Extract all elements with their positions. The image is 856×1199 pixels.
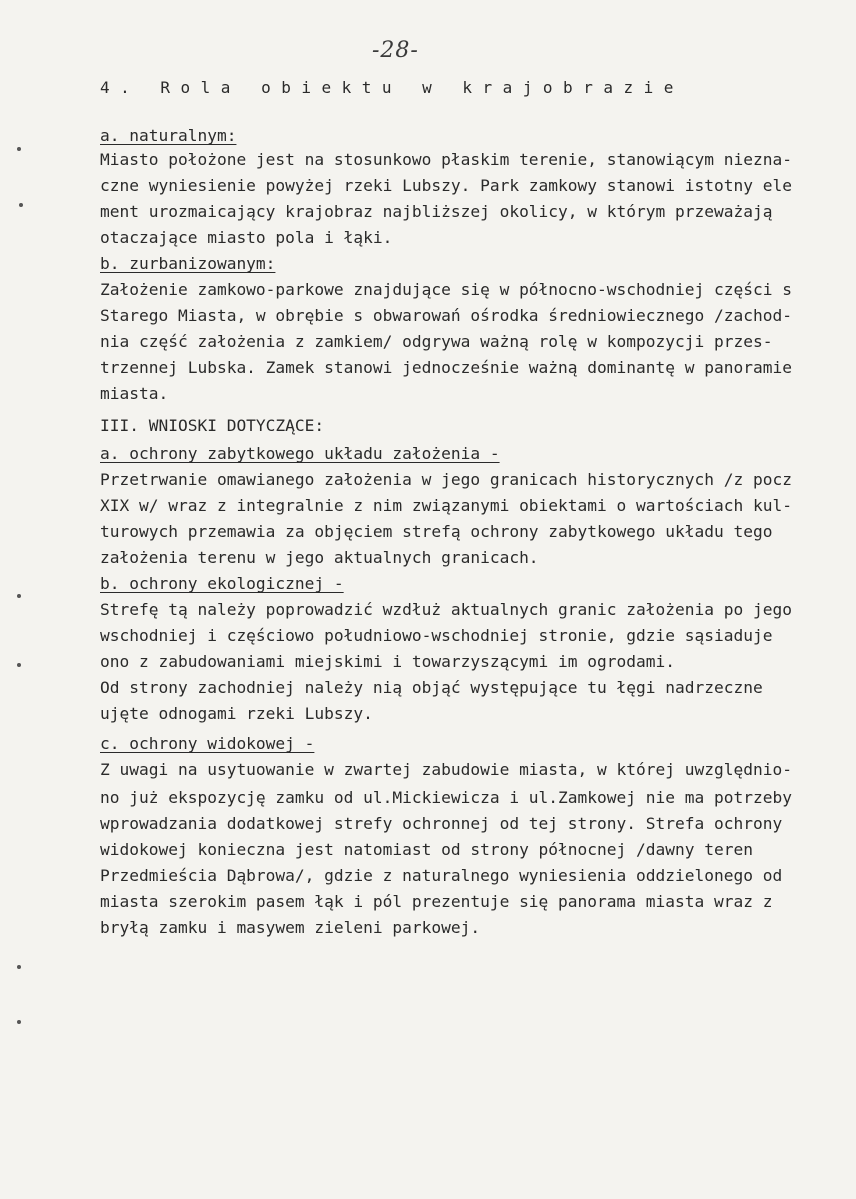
text-line: trzennej Lubska. Zamek stanowi jednocześnie ważną dominantę w panoramie [100, 358, 792, 377]
text-line: Strefę tą należy poprowadzić wzdłuż aktualnych granic założenia po jego [100, 600, 792, 619]
subsection-label: b. ochrony ekologicznej - [100, 574, 344, 593]
text-line: ujęte odnogami rzeki Lubszy. [100, 704, 373, 723]
section-heading: 4. Rola obiektu w krajobrazie [100, 78, 684, 97]
text-line: Przetrwanie omawianego założenia w jego granicach historycznych /z pocz [100, 470, 792, 489]
text-line: Założenie zamkowo-parkowe znajdujące się w północno-wschodniej części s [100, 280, 792, 299]
binding-hole-mark [17, 663, 21, 667]
binding-hole-mark [17, 965, 21, 969]
binding-hole-mark [17, 147, 21, 151]
page-number: -28- [372, 38, 419, 63]
text-line: nia część założenia z zamkiem/ odgrywa ważną rolę w kompozycji przes- [100, 332, 773, 351]
text-line: Od strony zachodniej należy nią objąć występujące tu łęgi nadrzeczne [100, 678, 763, 697]
text-line: bryłą zamku i masywem zieleni parkowej. [100, 918, 481, 937]
text-line: turowych przemawia za objęciem strefą ochrony zabytkowego układu tego [100, 522, 773, 541]
subsection-label: a. naturalnym: [100, 126, 237, 145]
text-line: ment urozmaicający krajobraz najbliższej okolicy, w którym przeważają [100, 202, 773, 221]
text-line: Z uwagi na usytuowanie w zwartej zabudowie miasta, w której uwzględnio- [100, 760, 792, 779]
text-line: no już ekspozycję zamku od ul.Mickiewicza i ul.Zamkowej nie ma potrzeby [100, 788, 792, 807]
text-line: widokowej konieczna jest natomiast od strony północnej /dawny teren [100, 840, 753, 859]
text-line: miasta. [100, 384, 169, 403]
text-line: czne wyniesienie powyżej rzeki Lubszy. Park zamkowy stanowi istotny ele [100, 176, 792, 195]
subsection-label: a. ochrony zabytkowego układu założenia - [100, 444, 500, 463]
text-line: Starego Miasta, w obrębie s obwarowań ośrodka średniowiecznego /zachod- [100, 306, 792, 325]
text-line: ono z zabudowaniami miejskimi i towarzyszącymi im ogrodami. [100, 652, 675, 671]
text-line: Miasto położone jest na stosunkowo płaskim terenie, stanowiącym niezna- [100, 150, 792, 169]
text-line: XIX w/ wraz z integralnie z nim związanymi obiektami o wartościach kul- [100, 496, 792, 515]
section-title: III. WNIOSKI DOTYCZĄCE: [100, 416, 325, 435]
text-line: wprowadzania dodatkowej strefy ochronnej od tej strony. Strefa ochrony [100, 814, 783, 833]
binding-hole-mark [17, 1020, 21, 1024]
text-line: wschodniej i częściowo południowo-wschodniej stronie, gdzie sąsiaduje [100, 626, 773, 645]
text-line: założenia terenu w jego aktualnych granicach. [100, 548, 539, 567]
text-line: otaczające miasto pola i łąki. [100, 228, 393, 247]
text-line: Przedmieścia Dąbrowa/, gdzie z naturalnego wyniesienia oddzielonego od [100, 866, 783, 885]
binding-hole-mark [19, 203, 23, 207]
text-line: miasta szerokim pasem łąk i pól prezentuje się panorama miasta wraz z [100, 892, 773, 911]
subsection-label: b. zurbanizowanym: [100, 254, 276, 273]
subsection-label: c. ochrony widokowej - [100, 734, 315, 753]
binding-hole-mark [17, 594, 21, 598]
